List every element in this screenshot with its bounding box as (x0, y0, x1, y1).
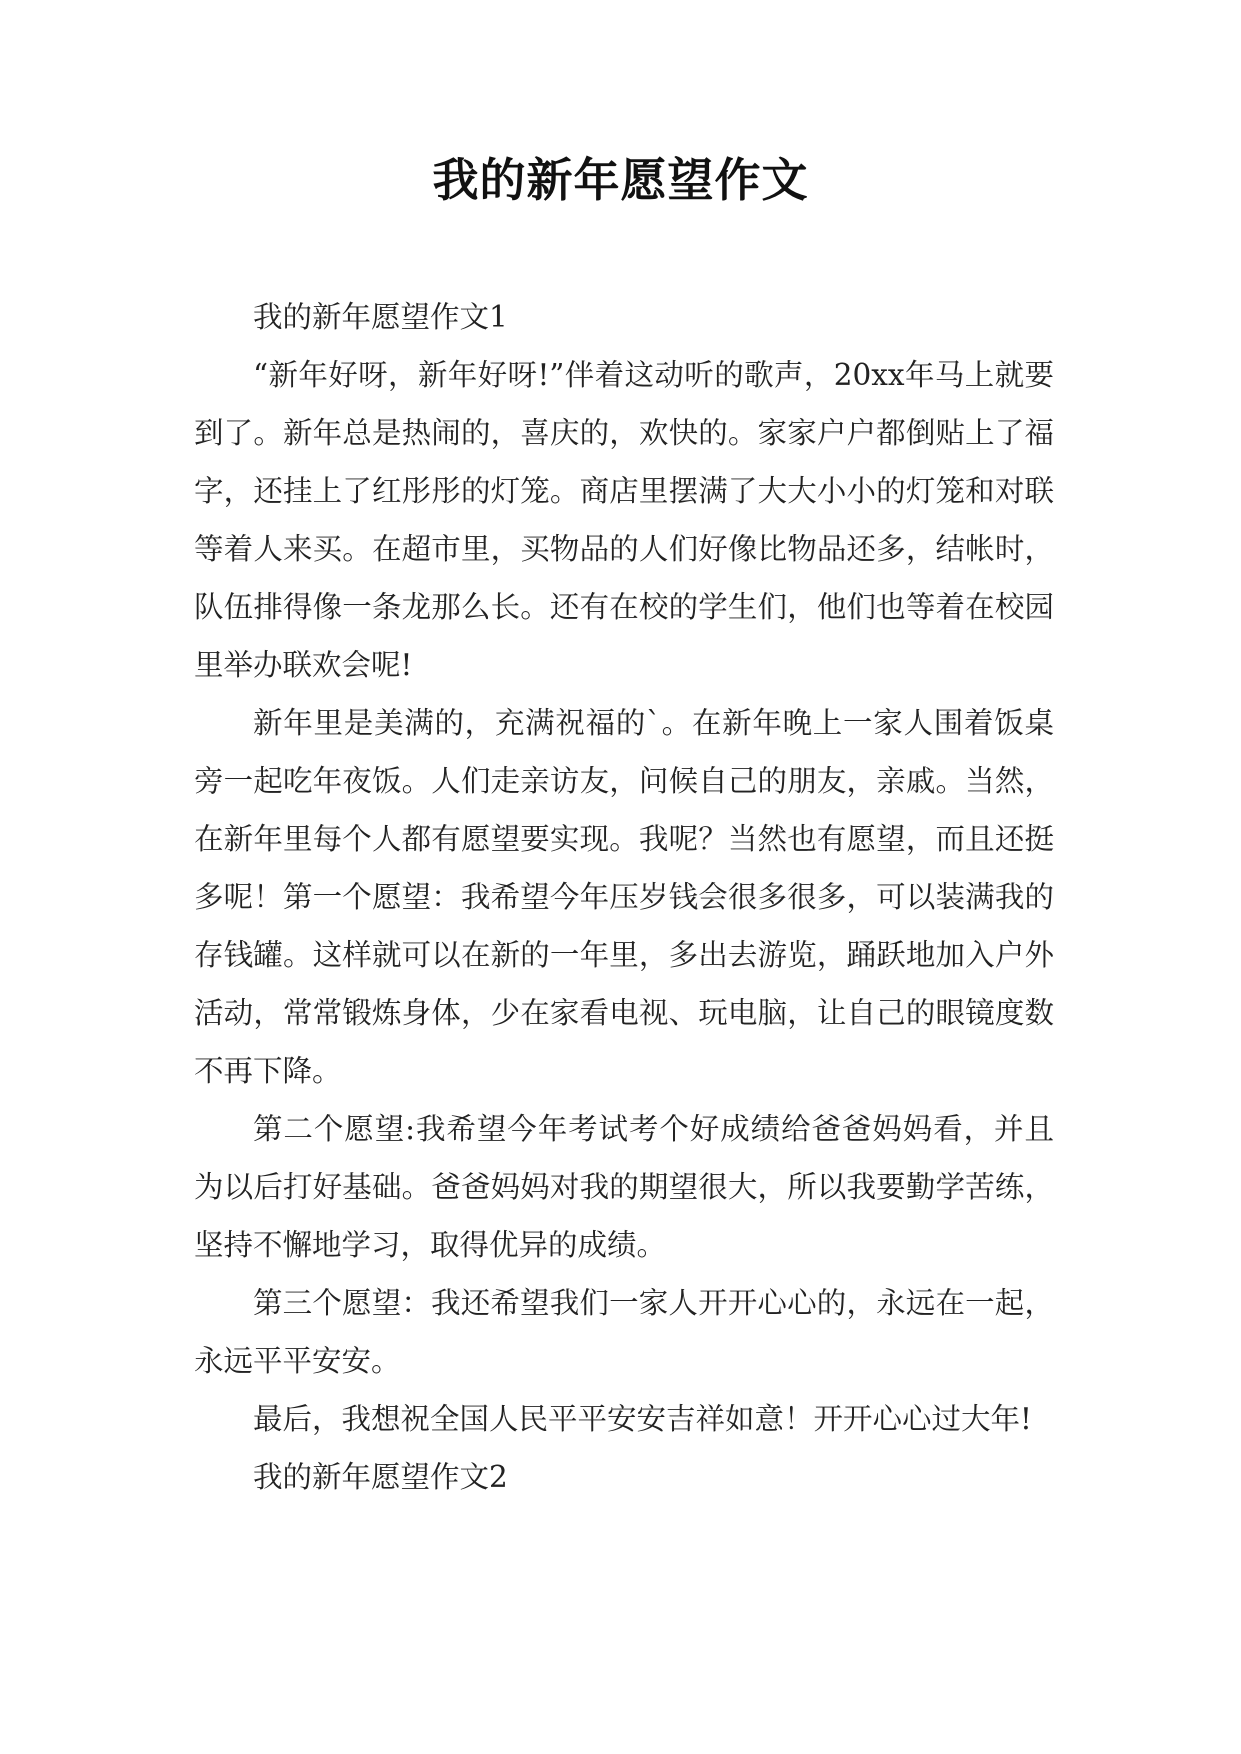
paragraph-1: “新年好呀，新年好呀!”伴着这动听的歌声，20xx年马上就要到了。新年总是热闹的，喜庆的，欢快的。家家户户都倒贴上了福字，还挂上了红彤彤的灯笼。商店里摆满了大大小小的灯笼和对联等着人来买。在超市里，买物品的人们好像比物品还多，结帐时，队伍排得像一条龙那么长。还有在校的学生们，他们也等着在校园里举办联欢会呢! (194, 358, 1054, 682)
section-heading-2: 我的新年愿望作文2 (253, 1460, 508, 1494)
document-title: 我的新年愿望作文 (432, 153, 809, 207)
section-heading-1: 我的新年愿望作文1 (253, 300, 508, 334)
paragraph-4: 第三个愿望：我还希望我们一家人开开心心的，永远在一起，永远平平安安。 (194, 1286, 1054, 1378)
paragraph-2: 新年里是美满的，充满祝福的`。在新年晚上一家人围着饭桌旁一起吃年夜饭。人们走亲访友，问候自己的朋友，亲戚。当然，在新年里每个人都有愿望要实现。我呢？当然也有愿望，而且还挺多呢！第一个愿望：我希望今年压岁钱会很多很多，可以装满我的存钱罐。这样就可以在新的一年里，多出去游览，踊跃地加入户外活动，常常锻炼身体，少在家看电视、玩电脑，让自己的眼镜度数不再下降。 (194, 706, 1054, 1088)
document-body (194, 288, 1054, 1506)
paragraph-5: 最后，我想祝全国人民平平安安吉祥如意！开开心心过大年! (253, 1402, 1032, 1436)
paragraph-3: 第二个愿望:我希望今年考试考个好成绩给爸爸妈妈看，并且为以后打好基础。爸爸妈妈对我的期望很大，所以我要勤学苦练，坚持不懈地学习，取得优异的成绩。 (194, 1112, 1054, 1262)
